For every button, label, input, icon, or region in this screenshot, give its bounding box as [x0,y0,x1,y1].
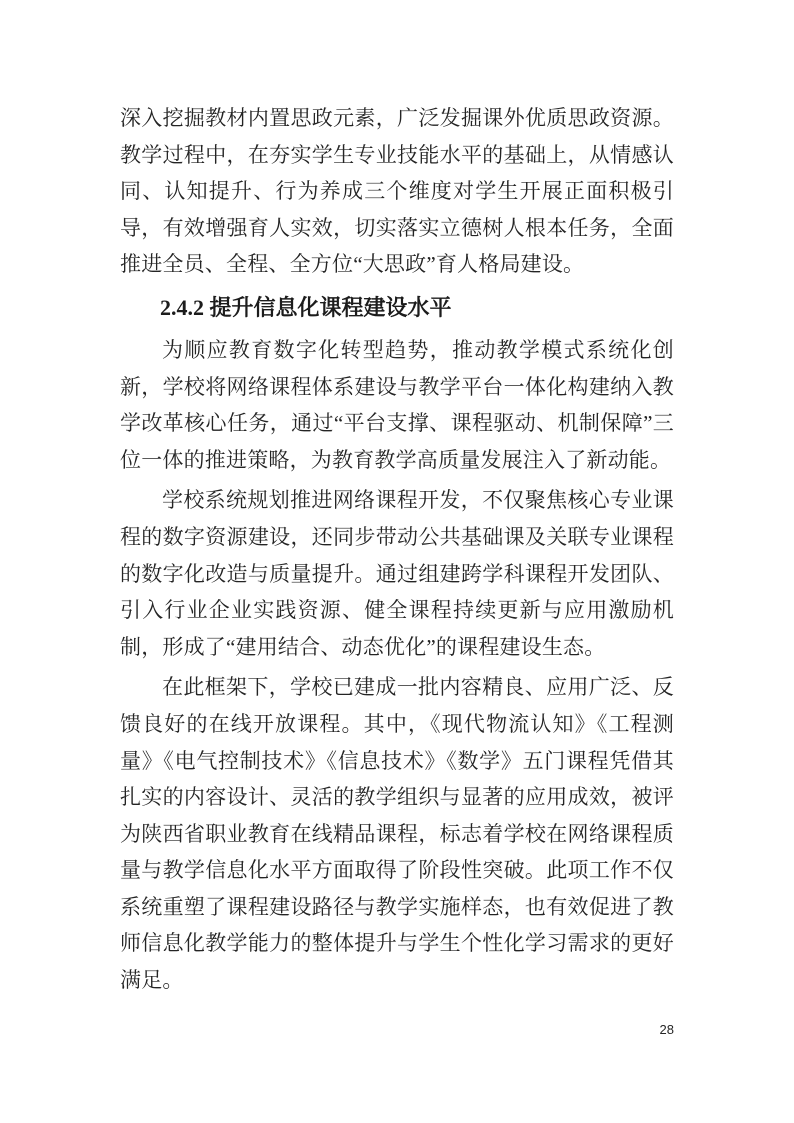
paragraph-digital-transformation: 为顺应教育数字化转型趋势，推动教学模式系统化创新，学校将网络课程体系建设与教学平台一体化构建纳入教学改革核心任务，通过“平台支撑、课程驱动、机制保障”三位一体的推进策略，为教育教学高质量发展注入了新动能。 [120,337,674,472]
paragraph-continuation: 深入挖掘教材内置思政元素，广泛发掘课外优质思政资源。教学过程中，在夯实学生专业技能水平的基础上，从情感认同、认知提升、行为养成三个维度对学生开展正面积极引导，有效增强育人实效，切实落实立德树人根本任务，全面推进全员、全程、全方位“大思政”育人格局建设。 [120,106,674,277]
page-number: 28 [659,1022,674,1037]
paragraph-course-development: 学校系统规划推进网络课程开发，不仅聚焦核心专业课程的数字资源建设，还同步带动公共基础课及关联专业课程的数字化改造与质量提升。通过组建跨学科课程开发团队、引入行业企业实践资源、健全课程持续更新与应用激励机制，形成了“建用结合、动态优化”的课程建设生态。 [120,488,674,659]
paragraph-online-courses-results: 在此框架下，学校已建成一批内容精良、应用广泛、反馈良好的在线开放课程。其中，《现代物流认知》《工程测量》《电气控制技术》《信息技术》《数学》五门课程凭借其扎实的内容设计、灵活的教学组织与显著的应用成效，被评为陕西省职业教育在线精品课程，标志着学校在网络课程质量与教学信息化水平方面取得了阶段性突破。此项工作不仅系统重塑了课程建设路径与教学实施样态，也有效促进了教师信息化教学能力的整体提升与学生个性化学习需求的更好满足。 [120,675,674,993]
page-body [120,100,674,999]
section-heading-2-4-2: 2.4.2 提升信息化课程建设水平 [160,294,452,320]
